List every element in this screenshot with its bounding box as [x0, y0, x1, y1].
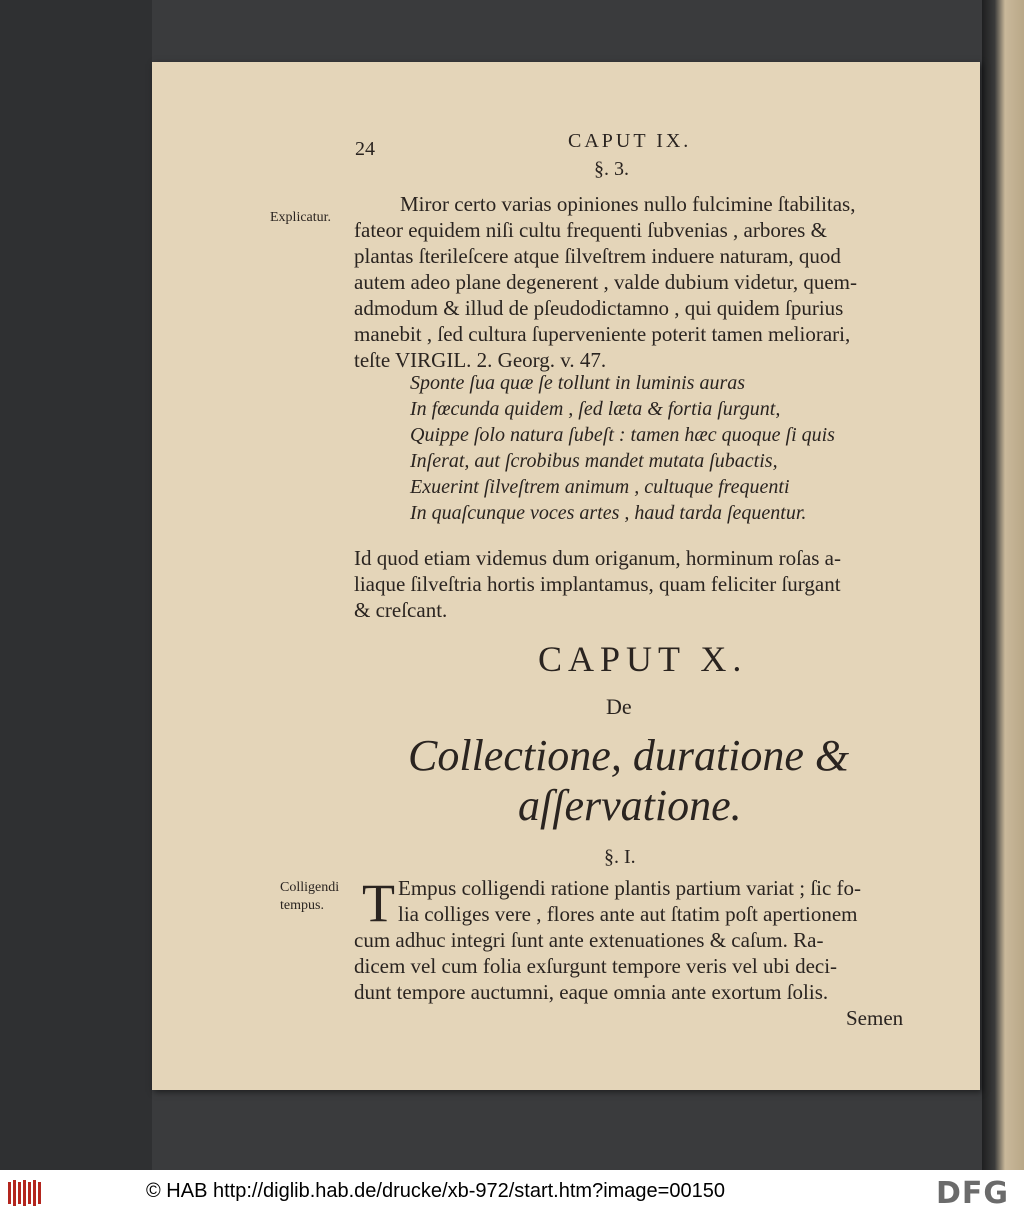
- text-line: plantas ſterileſcere atque ſilveſtrem induere naturam, quod: [354, 244, 841, 268]
- verse-line: Quippe ſolo natura ſubeſt : tamen hæc quoque ſi quis: [410, 424, 835, 446]
- margin-note: Explicatur.: [270, 210, 332, 225]
- library-logo-icon: [6, 1178, 46, 1208]
- running-head: CAPUT IX.: [568, 130, 692, 152]
- catchword: Semen: [846, 1006, 904, 1030]
- scanner-background-left: [0, 0, 152, 1170]
- verse-line: In fœcunda quidem , ſed læta & fortia ſurgunt,: [410, 398, 781, 420]
- text-line: dunt tempore auctumni, eaque omnia ante exortum ſolis.: [354, 980, 829, 1004]
- folio-number: 24: [355, 138, 375, 160]
- text-line: autem adeo plane degenerent , valde dubium videtur, quem-: [354, 270, 857, 294]
- text-line: liaque ſilveſtria hortis implantamus, quam feliciter ſurgant: [354, 572, 841, 596]
- verse-line: Exuerint ſilveſtrem animum , cultuque frequenti: [410, 476, 790, 498]
- subject-title-line1: Collectione, duratione &: [408, 731, 850, 780]
- text-line: dicem vel cum folia exſurgunt tempore veris vel ubi deci-: [354, 954, 838, 978]
- verse-line: Sponte ſua quæ ſe tollunt in luminis auras: [410, 372, 746, 394]
- footer-citation-link[interactable]: © HAB http://diglib.hab.de/drucke/xb-972/start.htm?image=00150: [146, 1180, 725, 1202]
- title-de: De: [606, 694, 632, 719]
- dfg-logo: DFG: [936, 1176, 1010, 1211]
- text-line: Id quod etiam videmus dum origanum, horminum roſas a-: [354, 546, 841, 570]
- verse-line: Inſerat, aut ſcrobibus mandet mutata ſubactis,: [410, 450, 778, 472]
- text-line: cum adhuc integri ſunt ante extenuationes & caſum. Ra-: [354, 928, 824, 952]
- footer-bar: [0, 1170, 1024, 1216]
- verse-line: In quaſcunque voces artes , haud tarda ſequentur.: [410, 502, 807, 524]
- text-line: teſte VIRGIL. 2. Georg. v. 47.: [354, 348, 607, 372]
- chapter-title: CAPUT X.: [538, 639, 748, 679]
- margin-note: Colligendi: [280, 880, 340, 895]
- book-page: [152, 62, 980, 1090]
- section-number: §. 3.: [594, 158, 629, 180]
- text-line: fateor equidem niſi cultu frequenti ſubvenias , arbores &: [354, 218, 827, 242]
- text-line: manebit , ſed cultura ſuperveniente poterit tamen meliorari,: [354, 322, 851, 346]
- text-line: Empus colligendi ratione plantis partium variat ; ſic fo-: [398, 876, 862, 900]
- facing-page-edge: [982, 0, 1024, 1170]
- text-line: admodum & illud de pſeudodictamno , qui quidem ſpurius: [354, 296, 844, 320]
- margin-note: tempus.: [280, 898, 324, 913]
- text-line: Miror certo varias opiniones nullo fulcimine ſtabilitas,: [400, 192, 856, 216]
- text-line: lia colliges vere , flores ante aut ſtatim poſt apertionem: [398, 902, 858, 926]
- section-number: §. I.: [604, 846, 636, 868]
- subject-title-line2: aſſervatione.: [518, 781, 742, 830]
- text-line: & creſcant.: [354, 598, 448, 622]
- drop-capital: T: [362, 873, 395, 933]
